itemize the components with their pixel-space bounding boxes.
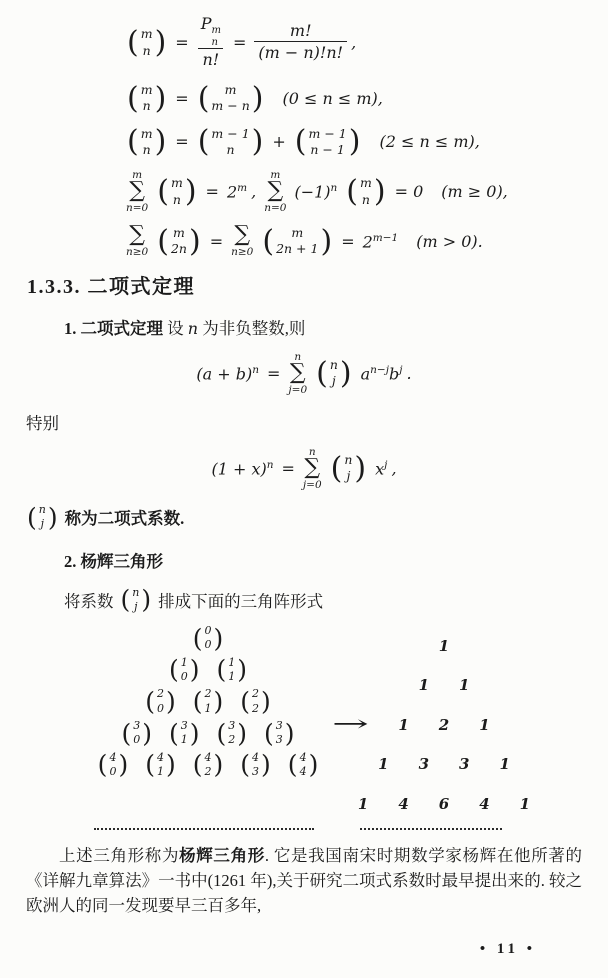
right-paren: ) [165,687,176,717]
sum-lower-limit: n≥0 [231,245,254,258]
summation [303,446,322,491]
left-paren: ( [316,355,328,391]
right-paren: ) [188,223,201,259]
binomial-coefficient [156,175,197,208]
binom-bottom: 0 [180,670,188,684]
sum-lower-limit: n≥0 [126,245,149,258]
binomial-coefficient [144,687,177,716]
pascal-value: 6 [438,794,450,813]
right-paren: ) [165,750,176,780]
binomial-coefficient [126,82,167,115]
left-paren: ( [264,718,274,748]
binom-bottom: 1 [228,670,236,684]
right-paren: ) [154,80,167,116]
condition: (0 ≤ n ≤ m), [282,88,383,108]
fraction-denominator: (m − n)!n! [254,41,347,64]
left-paren: ( [197,80,210,116]
power-exponent: j [399,363,403,376]
binomial-coefficient [315,357,353,390]
binom-top: 3 [180,718,188,732]
binomial-coefficient [239,751,272,780]
pascal-number-triangle [357,626,531,824]
pascal-value: 1 [459,676,470,695]
pascal-value: 1 [378,755,389,774]
binom-top: 3 [275,718,283,732]
right-paren: ) [237,718,248,748]
summation [126,222,149,258]
right-paren: ) [354,450,367,486]
binom-top: n [132,585,140,599]
left-paren: ( [127,80,139,116]
left-paren: ( [240,687,251,717]
condition: (m ≥ 0), [441,182,508,201]
pascal-value: 1 [499,755,510,774]
power-exponent: m [237,181,248,194]
left-paren: ( [168,718,179,748]
summation [288,351,307,396]
binom-top: 3 [228,718,236,732]
fraction-factorial [254,21,347,64]
right-paren: ) [339,355,352,391]
lhs-term [211,459,273,478]
right-paren: ) [251,124,264,159]
binom-bottom: m − n [211,98,250,114]
pascal-row-1 [366,666,522,706]
binom-bottom: n − 1 [310,141,345,157]
power-exponent: n [330,181,338,194]
section-heading: 1.3.3. 二项式定理 [27,275,195,298]
binom-bottom: 0 [109,764,117,778]
binom-bottom: 2 [228,733,236,747]
binom-top: 1 [228,655,236,669]
binom-bottom: j [134,599,138,613]
identity-factorial-formula [126,14,608,71]
right-paren: ) [141,585,152,615]
right-paren: ) [320,223,333,259]
sigma-icon: ∑ [267,178,284,204]
equals-zero: = 0 [394,182,424,201]
binom-top: m − 1 [211,125,250,141]
left-paren: ( [27,502,37,532]
sum-lower-limit: n=0 [264,201,287,214]
sigma-icon: ∑ [129,222,145,248]
page-number: • 11 • [479,941,536,957]
binomial-coefficient [197,126,265,159]
binomial-coefficient-triangle [58,624,358,779]
binomial-coefficient [120,719,153,748]
binom-bottom: n [361,191,370,207]
summation [264,169,286,214]
pascal-value: 1 [357,794,369,813]
identity-sum-formula [126,169,608,214]
right-paren: ) [348,124,361,159]
continuation-dots [94,828,608,830]
binom-top: m [140,82,153,97]
binom-top: m [170,175,183,191]
binom-top: 2 [252,687,260,701]
left-paren: ( [145,687,155,717]
history-paragraph [26,844,582,918]
binom-bottom: 0 [156,701,164,715]
sigma-icon: ∑ [304,455,321,481]
power-base: b [389,364,400,384]
binom-bottom: 2n [170,241,187,257]
sum-upper-limit: n [308,445,316,458]
binom-top: 3 [133,718,141,732]
left-paren: ( [197,124,210,159]
left-paren: ( [157,173,169,209]
right-paren: ) [308,750,319,780]
sum-lower-limit: j=0 [288,383,308,396]
subsection-1-title: 1. 二项式定理 [64,318,163,338]
binom-bottom: 0 [204,638,212,652]
left-paren: ( [192,687,203,717]
pascal-value: 4 [479,794,490,813]
binomial-identities-block [126,14,608,258]
left-paren: ( [192,750,203,780]
triangle-row-1 [58,656,358,685]
special-case-formula [0,446,608,491]
binomial-coefficient [261,225,333,258]
condition: (2 ≤ n ≤ m), [379,132,480,152]
binom-bottom: j [346,468,351,484]
binom-top: 2 [156,687,164,701]
binomial-coefficient [126,126,167,159]
equals-sign: = [281,458,295,478]
arrange-instruction-line [64,586,323,615]
binom-bottom: 2 [252,701,260,715]
sum-upper-limit: m [270,169,281,181]
pascal-row-2 [366,705,522,745]
binom-bottom: 2 [204,764,212,778]
equals-sign: = [175,132,189,152]
right-paren: ) [154,24,167,60]
lhs-exponent: n [252,363,259,376]
fraction-numerator: m! [289,21,312,40]
binom-top: m [140,125,153,141]
subsection-1-line [64,315,608,339]
equals-sign: = [341,231,355,251]
triangle-row-2 [58,687,358,716]
pascal-row-0 [366,626,522,666]
variable-n: n [187,318,199,338]
left-paren: ( [192,623,203,653]
binom-bottom: n [142,141,151,157]
power-term [227,182,247,201]
left-paren: ( [216,718,227,748]
paragraph-text-post: . 它是我国南宋时期数学家杨辉在他所著的《详解九章算法》一书中(1261 年),关于研究二项式系数时最早提出来的. 较之欧洲人的同一发现要早三百多年, [26,846,583,915]
power-exponent: n−j [370,363,389,376]
right-paren: ) [184,173,197,209]
binom-top: 1 [180,655,188,669]
pascal-row-4 [357,784,531,824]
yang-hui-triangle-figure [0,624,608,824]
sigma-icon: ∑ [129,178,145,204]
pascal-value: 1 [398,715,409,734]
binom-bottom: 1 [204,701,212,715]
equals-sign: = [266,363,281,383]
pascal-value: 4 [398,794,409,813]
power-base: 2 [226,182,238,202]
right-paren: ) [213,750,224,780]
sigma-icon: ∑ [289,360,306,386]
trailing-comma: , [391,458,397,478]
binomial-coefficient [126,26,167,59]
paragraph-text-pre: 上述三角形称为 [59,846,180,866]
pascal-value: 3 [418,755,429,774]
binom-top: 4 [204,750,212,764]
right-paren: ) [118,750,129,780]
fraction-permutation [197,14,225,71]
binomial-coefficient [239,687,272,716]
binomial-coefficient [156,225,201,258]
subsection-1-text-pre: 设 [167,318,184,338]
binom-bottom: 0 [133,733,141,747]
left-paren: ( [127,124,139,159]
binomial-coefficient [216,656,249,685]
binomial-coefficient [197,82,265,115]
binom-bottom: 4 [299,764,307,778]
equals-sign: = [205,182,219,201]
binom-top: 4 [299,750,307,764]
special-case-label: 特别 [26,413,59,433]
summation [126,169,148,214]
binomial-coefficient [294,126,362,159]
comma: , [251,182,257,201]
pascal-row-3 [366,745,522,785]
trailing-comma: , [351,33,357,52]
sum-lower-limit: n=0 [126,201,149,214]
alternating-sign-term [294,182,337,201]
triangle-row-4 [58,751,358,780]
power-base: (−1) [294,182,331,202]
binom-bottom: 1 [156,764,164,778]
binomial-coefficient [168,719,201,748]
subsection-2-title: 2. 杨辉三角形 [64,551,163,571]
power-term [363,232,399,251]
binom-top: 4 [252,750,260,764]
power-exponent: j [384,458,388,471]
left-paren: ( [145,750,155,780]
a-power-term [361,364,403,383]
sum-lower-limit: j=0 [302,478,322,491]
pascal-value: 1 [418,676,429,695]
equals-sign: = [232,33,247,52]
binomial-coefficient [168,656,201,685]
right-paren: ) [373,173,386,209]
binom-top: 4 [109,750,117,764]
power-base: x [375,459,385,479]
identity-symmetry-formula [126,82,608,115]
right-arrow-icon: → [332,712,369,738]
lhs-base: (a + b) [196,364,253,384]
binom-top: n [329,357,338,373]
right-paren: ) [213,623,224,653]
left-paren: ( [240,750,251,780]
binomial-coefficient [192,751,225,780]
trailing-period: . [406,363,412,383]
lhs-term [196,364,259,383]
binomial-coefficient [144,751,177,780]
identity-even-odd-sum-formula [126,222,608,259]
right-paren: ) [189,655,200,685]
pascal-value: 1 [438,636,450,655]
right-paren: ) [47,502,58,532]
binomial-coefficient [330,452,368,485]
binom-top: 4 [156,750,164,764]
equals-sign: = [175,88,189,108]
left-paren: ( [262,223,275,259]
binomial-coefficient [192,624,225,653]
identity-pascal-rule-formula [126,126,608,159]
right-paren: ) [154,124,167,159]
power-base: a [360,364,371,384]
binom-bottom: n [226,141,235,157]
right-paren: ) [213,687,224,717]
sigma-icon: ∑ [234,222,251,248]
left-paren: ( [346,173,359,209]
dotted-line-left [94,828,314,830]
binom-top: m [224,82,237,97]
lhs-base: (1 + x) [211,459,267,479]
coefficient-name-text: 称为二项式系数. [64,509,185,529]
x-power-term [375,459,387,478]
binom-bottom: n [142,42,151,58]
permutation-superscript: m [211,25,221,36]
left-paren: ( [330,450,343,486]
binomial-theorem-formula [0,351,608,396]
left-paren: ( [120,585,131,615]
power-base: 2 [362,232,373,252]
binom-top: n [38,503,46,516]
left-paren: ( [216,655,227,685]
right-paren: ) [284,718,295,748]
left-paren: ( [121,718,132,748]
left-paren: ( [168,655,179,685]
binom-bottom: 1 [180,733,188,747]
binom-top: 0 [204,624,212,638]
sum-upper-limit: m [132,169,143,181]
subsection-1-text-post: 为非负整数,则 [202,318,306,338]
binom-bottom: j [331,373,336,389]
pascal-value: 2 [438,715,450,734]
binomial-coefficient [26,503,59,532]
arrange-text-post: 排成下面的三角阵形式 [158,591,324,611]
pascal-value: 1 [519,794,531,813]
binom-top: m − 1 [308,125,347,141]
sum-upper-limit: n [294,350,302,363]
left-paren: ( [157,223,169,259]
right-paren: ) [142,718,152,748]
binomial-coefficient [345,175,386,208]
permutation-subscript: n [211,36,218,48]
summation [231,222,254,258]
dotted-line-right [360,828,502,830]
binom-bottom: n [172,191,181,207]
pascal-value: 1 [479,715,490,734]
binom-top: m [291,225,304,241]
binom-bottom: 3 [275,733,283,747]
binom-bottom: j [40,517,45,531]
binom-bottom: 3 [252,764,260,778]
binomial-coefficient [120,586,153,615]
arrange-text-pre: 将系数 [64,591,114,611]
right-paren: ) [251,80,264,116]
binom-top: m [173,225,185,241]
binom-bottom: n [142,98,151,114]
equals-sign: = [209,231,224,251]
lhs-exponent: n [266,458,274,471]
right-paren: ) [261,750,271,780]
left-paren: ( [287,750,298,780]
equals-sign: = [175,33,189,52]
power-exponent: m−1 [372,231,399,244]
binomial-coefficient [97,751,130,780]
plus-sign: + [272,132,286,152]
triangle-row-0 [58,624,358,653]
coefficient-name-line [26,503,184,532]
permutation-symbol: P [200,14,212,33]
condition: (m > 0). [416,231,483,251]
binomial-coefficient [263,719,296,748]
right-paren: ) [189,718,200,748]
binom-top: m [360,175,372,191]
left-paren: ( [294,124,307,159]
binom-top: 2 [204,687,212,701]
right-paren: ) [237,655,248,685]
binomial-coefficient [216,719,249,748]
left-paren: ( [97,750,108,780]
binom-bottom: 2n + 1 [276,241,319,257]
yang-hui-triangle-term: 杨辉三角形 [179,846,265,866]
binomial-coefficient [287,751,320,780]
left-paren: ( [127,24,139,60]
triangle-row-3 [58,719,358,748]
binom-top: n [344,452,353,468]
binom-top: m [140,26,153,42]
fraction-denominator: n! [198,48,223,71]
binomial-coefficient [192,687,225,716]
pascal-value: 3 [459,755,470,774]
right-paren: ) [261,687,271,717]
